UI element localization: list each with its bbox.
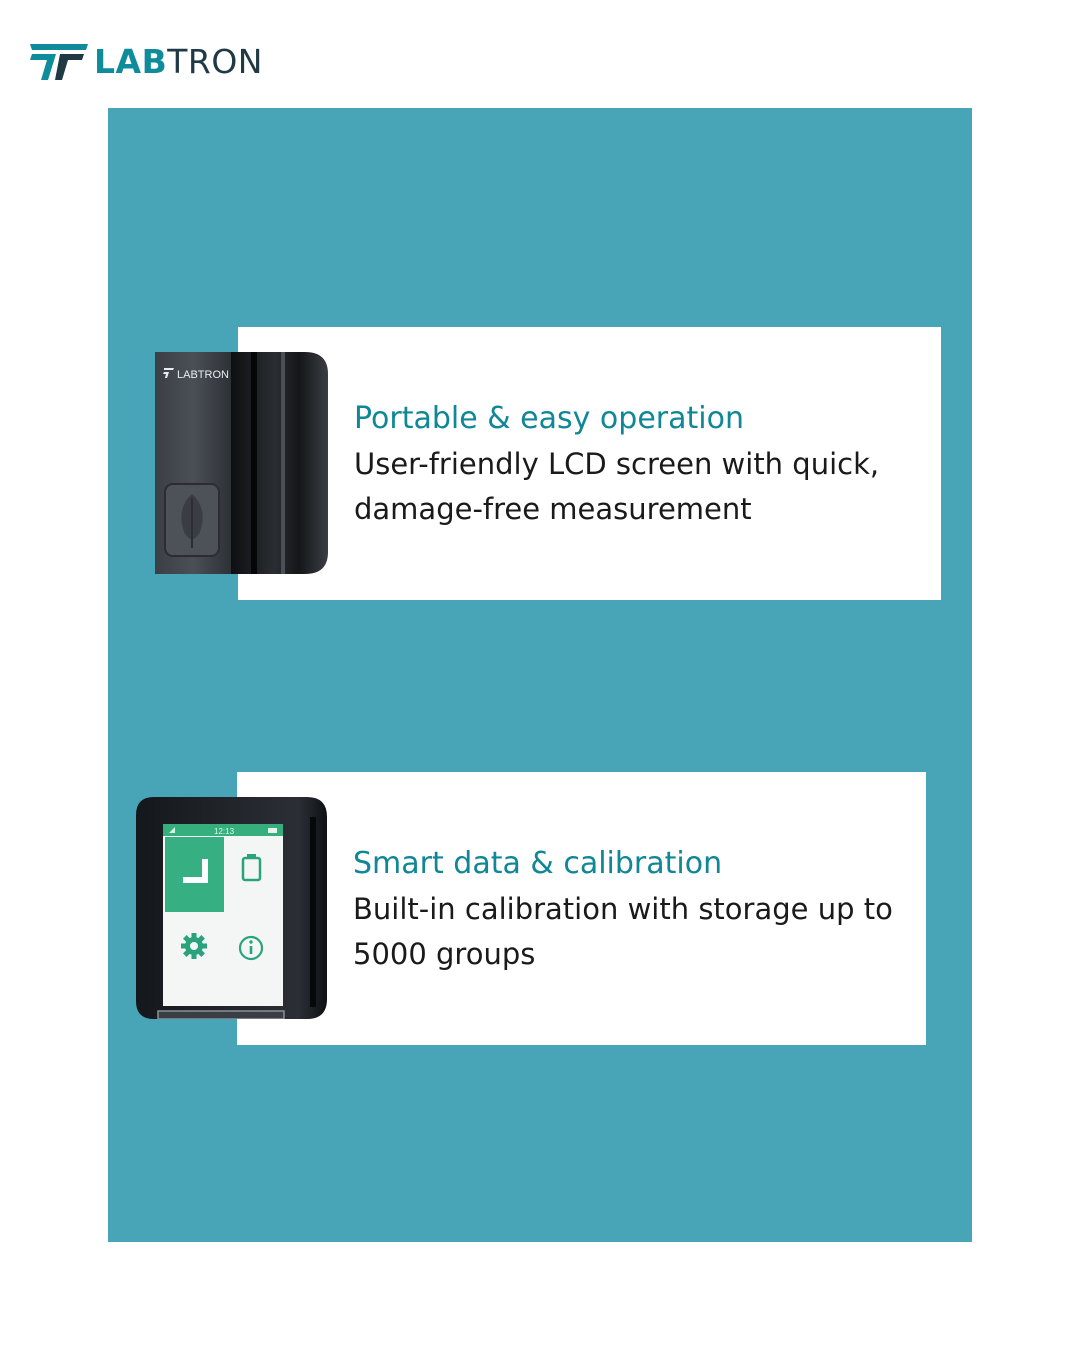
feature-description: Built-in calibration with storage up to 5000 groups [353, 892, 893, 971]
labtron-logo-icon [28, 40, 90, 84]
feature-text [354, 399, 929, 532]
brand-logo [28, 40, 263, 84]
gear-icon [181, 933, 207, 959]
device-logo-text: LABTRON [177, 369, 229, 381]
feature-title: Portable & easy operation [354, 401, 744, 436]
feature-description: User-friendly LCD screen with quick, damage-free measurement [354, 447, 880, 526]
device-screen-image [136, 797, 327, 1019]
feature-card-smart-data [237, 772, 926, 1045]
feature-text [353, 844, 928, 977]
device-side-image [155, 352, 328, 574]
feature-card-portable [238, 327, 941, 600]
screen-time: 12:13 [214, 827, 235, 836]
brand-name-lab: LAB [94, 42, 168, 81]
feature-title: Smart data & calibration [353, 846, 723, 881]
brand-name-tron: TRON [167, 42, 263, 81]
feature-panel [108, 108, 972, 1242]
brand-name [94, 40, 263, 84]
